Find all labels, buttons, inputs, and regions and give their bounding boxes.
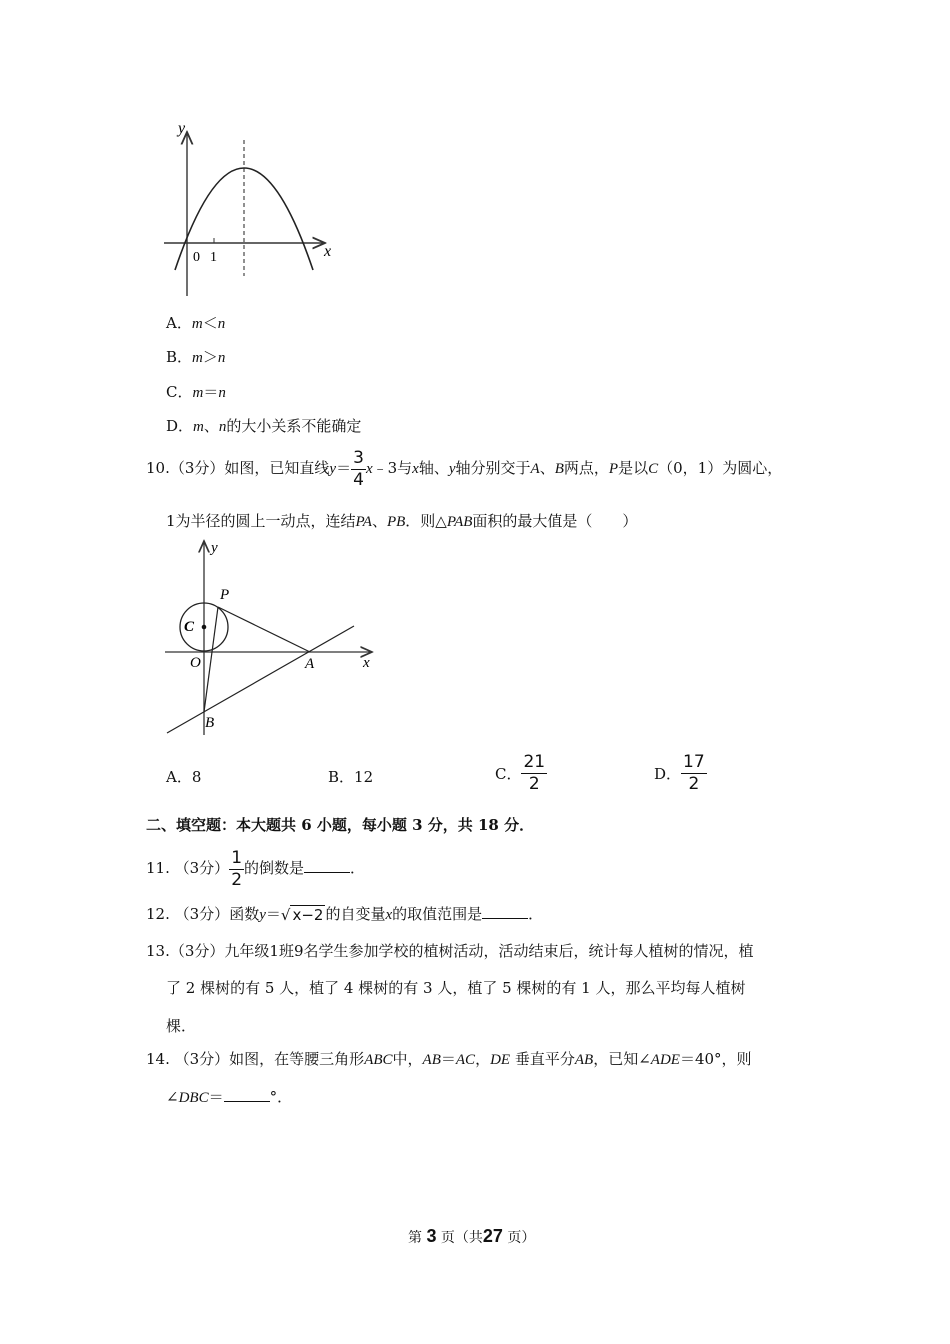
var-m: m bbox=[193, 419, 204, 435]
stem-text: 棵． bbox=[166, 1017, 197, 1035]
var-n: n bbox=[217, 350, 226, 366]
x-label: x bbox=[363, 655, 370, 671]
section-title: 二、填空题：本大题共 6 小题，每小题 3 分，共 18 分． bbox=[146, 816, 535, 834]
question-number: 12. bbox=[146, 905, 170, 923]
var-n: n bbox=[218, 419, 227, 435]
question-number: 14. bbox=[146, 1050, 170, 1068]
q10-option-c[interactable] bbox=[495, 754, 547, 793]
option-label: D． bbox=[654, 765, 682, 783]
stem-text: 轴分别交于 bbox=[455, 459, 531, 477]
b-label: B bbox=[205, 715, 215, 731]
stem-text: ＝40°，则 bbox=[679, 1050, 752, 1068]
page-footer bbox=[408, 1226, 535, 1247]
q10-option-b[interactable] bbox=[328, 766, 373, 787]
p-label: P bbox=[220, 587, 230, 603]
stem-text: 1为半径的圆上一动点，连结 bbox=[166, 512, 356, 530]
numerator: 21 bbox=[523, 752, 546, 772]
q13-line2: 了 2 棵树的有 5 人，植了 4 棵树的有 3 人，植了 5 棵树的有 1 人，那么平均每人植树 bbox=[166, 979, 746, 997]
a-label: A bbox=[305, 656, 315, 672]
option-label: D． bbox=[166, 417, 194, 435]
center-dot bbox=[202, 625, 207, 630]
equals: ＝ bbox=[208, 1088, 224, 1106]
option-label: A． bbox=[166, 768, 192, 786]
answer-blank[interactable] bbox=[482, 905, 528, 919]
page-number: 3 bbox=[426, 1226, 437, 1246]
question-number: 10. bbox=[146, 459, 170, 477]
var-y: y bbox=[448, 461, 456, 477]
stem-text: 的倒数是 bbox=[244, 859, 305, 877]
square-root: √ x−2 bbox=[280, 906, 324, 924]
equals: ＝ bbox=[265, 905, 281, 923]
angle-dbc: DBC bbox=[178, 1090, 209, 1106]
option-label: C． bbox=[166, 383, 193, 401]
x-axis-label: x bbox=[324, 243, 332, 260]
segment-pa bbox=[218, 607, 310, 652]
segment-pb: PB bbox=[386, 514, 406, 530]
footer-text: 第 bbox=[408, 1230, 422, 1246]
option-text: 的大小关系不能确定 bbox=[226, 417, 362, 435]
stem-text: 的取值范围是 bbox=[392, 905, 483, 923]
stem-text: 的自变量 bbox=[325, 905, 386, 923]
numerator: 3 bbox=[353, 447, 364, 468]
point-a: A bbox=[530, 461, 540, 477]
numerator: 17 bbox=[683, 752, 705, 772]
var-n: n bbox=[218, 385, 226, 401]
separator: 、 bbox=[371, 512, 387, 530]
answer-blank[interactable] bbox=[224, 1088, 270, 1102]
stem-text: 轴、 bbox=[418, 459, 449, 477]
q9-option-a[interactable] bbox=[166, 312, 225, 333]
footer-text: 页（共 bbox=[440, 1230, 483, 1246]
separator: 、 bbox=[539, 459, 555, 477]
q12 bbox=[146, 903, 543, 924]
denominator: 2 bbox=[528, 774, 540, 794]
c-label: C bbox=[184, 619, 195, 635]
q14-line2 bbox=[166, 1086, 292, 1107]
stem-text: （3分）如图，在等腰三角形 bbox=[174, 1050, 365, 1068]
option-value: 8 bbox=[191, 768, 202, 786]
circle-line-figure bbox=[160, 535, 380, 740]
segment-de: DE bbox=[490, 1052, 511, 1068]
q10-option-a[interactable] bbox=[166, 766, 201, 787]
fraction-three-quarters bbox=[351, 447, 366, 490]
denominator: 4 bbox=[353, 469, 364, 490]
score: （3分） bbox=[169, 459, 225, 477]
q14-line1 bbox=[146, 1048, 752, 1069]
var-n: n bbox=[217, 316, 226, 332]
option-fraction bbox=[681, 754, 707, 793]
q10-option-d[interactable] bbox=[654, 754, 707, 793]
comma: ， bbox=[475, 1050, 491, 1068]
score: （3分） bbox=[174, 859, 230, 877]
segment-ab: AB bbox=[422, 1052, 441, 1068]
stem-text: 面积的最大值是（ ） bbox=[472, 512, 638, 530]
score: （3分） bbox=[174, 905, 230, 923]
total-pages: 27 bbox=[482, 1226, 503, 1246]
option-label: B． bbox=[328, 768, 355, 786]
var-m: m bbox=[192, 350, 203, 366]
denominator: 2 bbox=[688, 774, 700, 794]
angle-ade: ADE bbox=[650, 1052, 680, 1068]
var-x: x bbox=[412, 461, 419, 477]
option-value: 12 bbox=[354, 768, 374, 786]
stem-text: ﹣3与 bbox=[372, 459, 413, 477]
radicand: x−2 bbox=[292, 906, 324, 924]
point-p: P bbox=[608, 461, 619, 477]
var-m: m bbox=[191, 316, 203, 332]
q10-stem-line1 bbox=[146, 448, 782, 489]
stem-text: 两点， bbox=[563, 459, 609, 477]
segment-ab: AB bbox=[574, 1052, 594, 1068]
stem-text: ，已知∠ bbox=[593, 1050, 651, 1068]
one-label: 1 bbox=[210, 250, 217, 265]
stem-end: °． bbox=[269, 1088, 293, 1106]
var-x: x bbox=[385, 907, 393, 923]
question-number: 11. bbox=[146, 859, 170, 877]
stem-text: 函数 bbox=[229, 905, 260, 923]
q11 bbox=[146, 848, 365, 889]
stem-text: 是以 bbox=[618, 459, 649, 477]
stem-text: ．则△ bbox=[405, 512, 447, 530]
stem-text: （3分）九年级1班9名学生参加学校的植树活动，活动结束后，统计每人植树的情况，植 bbox=[169, 942, 754, 960]
var-y: y bbox=[259, 907, 266, 923]
option-label: C． bbox=[495, 765, 522, 783]
triangle-pab: PAB bbox=[446, 514, 473, 530]
q9-option-c[interactable] bbox=[166, 381, 226, 402]
option-label: A． bbox=[166, 314, 192, 332]
stem-text: （0，1）为圆心， bbox=[658, 459, 783, 477]
relation: ＜ bbox=[202, 314, 218, 332]
point-b: B bbox=[554, 461, 564, 477]
stem-text: 垂直平分 bbox=[514, 1050, 575, 1068]
stem-text: 如图，已知直线 bbox=[224, 459, 330, 477]
point-c: C bbox=[648, 461, 659, 477]
segment-pa: PA bbox=[355, 514, 372, 530]
triangle-abc: ABC bbox=[364, 1052, 393, 1068]
option-label: B． bbox=[166, 348, 193, 366]
q9-option-b[interactable] bbox=[166, 346, 225, 367]
stem-end: ． bbox=[528, 905, 544, 923]
denominator: 2 bbox=[231, 869, 243, 890]
option-fraction bbox=[521, 754, 547, 793]
footer-text: 页） bbox=[507, 1230, 536, 1246]
q10-stem-line2 bbox=[166, 510, 637, 531]
segment-ac: AC bbox=[455, 1052, 476, 1068]
o-label: O bbox=[190, 655, 201, 671]
question-number: 13. bbox=[146, 942, 170, 960]
relation: ＞ bbox=[202, 348, 218, 366]
origin-label: 0 bbox=[193, 250, 200, 265]
fraction-one-half bbox=[229, 847, 244, 890]
q13-line3 bbox=[166, 1015, 196, 1036]
equals: ＝ bbox=[336, 459, 352, 477]
q13-line1 bbox=[146, 940, 754, 961]
parabola-figure bbox=[160, 118, 340, 300]
numerator: 1 bbox=[231, 847, 243, 868]
y-label: y bbox=[211, 540, 218, 556]
y-axis-label: y bbox=[178, 120, 186, 137]
var-m: m bbox=[192, 385, 204, 401]
segment-pb bbox=[204, 607, 218, 712]
stem-text: 中， bbox=[392, 1050, 423, 1068]
equals: ＝ bbox=[440, 1050, 456, 1068]
var-y: y bbox=[329, 461, 337, 477]
relation: ＝ bbox=[203, 383, 219, 401]
var-x: x bbox=[365, 461, 373, 477]
angle-symbol: ∠ bbox=[166, 1088, 179, 1106]
relation: 、 bbox=[203, 417, 219, 435]
answer-blank[interactable] bbox=[304, 859, 350, 873]
q9-option-d[interactable] bbox=[166, 415, 361, 436]
line-ab bbox=[167, 626, 354, 733]
stem-end: ． bbox=[350, 859, 366, 877]
